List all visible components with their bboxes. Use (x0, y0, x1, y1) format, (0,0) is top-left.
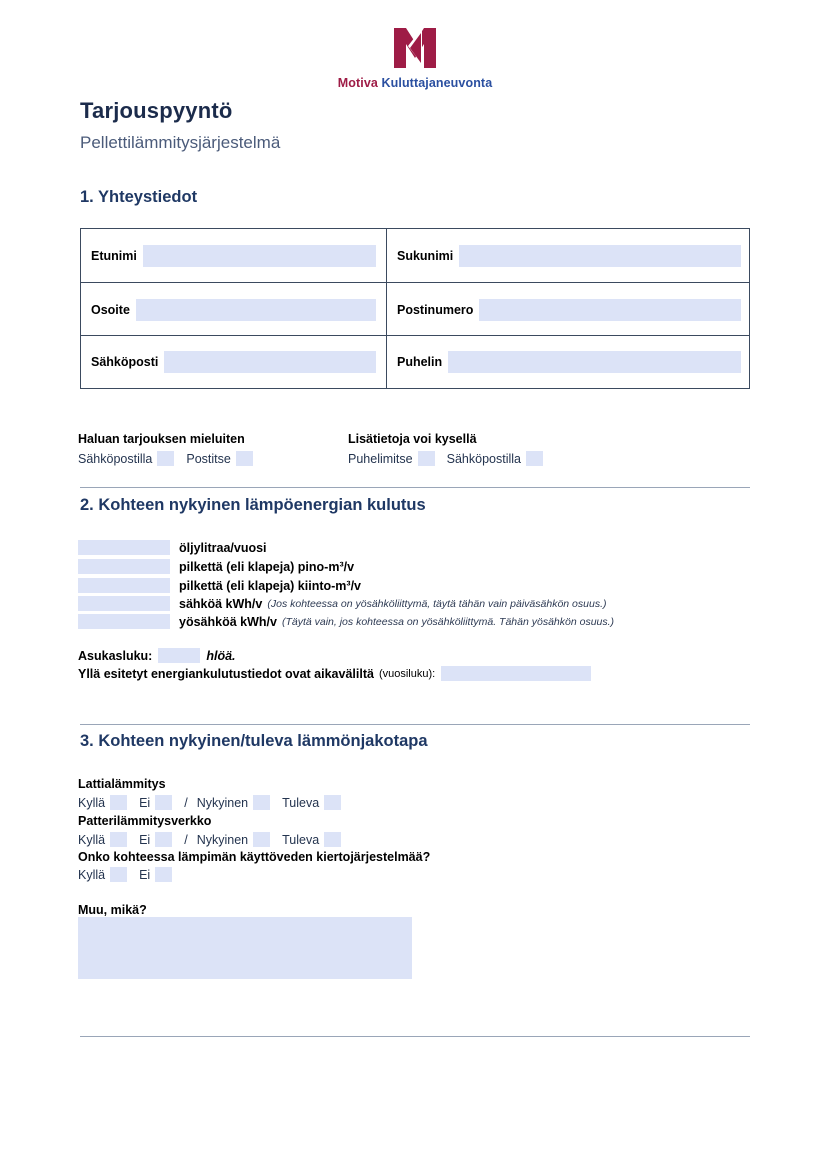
night-electricity-input[interactable] (78, 614, 170, 629)
floor-heating-separator: / (184, 795, 188, 810)
offer-option-checkbox-2[interactable] (236, 451, 253, 466)
floor-heating-checkbox-current[interactable] (253, 795, 270, 810)
offer-option-checkbox-1[interactable] (157, 451, 174, 466)
floor-heating-label-current: Nykyinen (196, 795, 249, 810)
floor-heating-checkbox-no[interactable] (155, 795, 172, 810)
contact-preference-options (348, 451, 543, 466)
radiator-checkbox-current[interactable] (253, 832, 270, 847)
contact-option-checkbox-1[interactable] (418, 451, 435, 466)
floor-heating-label-future: Tuleva (282, 795, 320, 810)
radiator-checkbox-no[interactable] (155, 832, 172, 847)
contact-preference-heading: Lisätietoja voi kysellä (348, 432, 477, 446)
period-input[interactable] (441, 666, 591, 681)
radiator-checkbox-yes[interactable] (110, 832, 127, 847)
floor-heating-heading: Lattialämmitys (78, 777, 166, 791)
radiator-label-future: Tuleva (282, 832, 320, 847)
offer-option-label-2: Postitse (186, 451, 231, 466)
residents-input[interactable] (158, 648, 200, 663)
postinumero-input[interactable] (479, 299, 741, 321)
field-postinumero (386, 283, 751, 336)
floor-heating-checkbox-future[interactable] (324, 795, 341, 810)
hot-water-label-yes: Kyllä (78, 867, 106, 882)
divider-footer (80, 1036, 750, 1037)
radiator-label-current: Nykyinen (196, 832, 249, 847)
logo-word-motiva: Motiva (337, 76, 382, 90)
electricity-label: sähköä kWh/v (179, 596, 263, 611)
table-row (81, 229, 749, 283)
motiva-logo (336, 18, 494, 92)
residents-label: Asukasluku: (78, 648, 153, 663)
electricity-note: (Jos kohteessa on yösähköliittymä, täytä tähän vain päiväsähkön osuus.) (267, 597, 607, 610)
field-label: Postinumero (397, 302, 474, 317)
radiator-options (78, 832, 341, 847)
residents-row (78, 648, 236, 663)
oil-input[interactable] (78, 540, 170, 555)
section-heading-1: 1. Yhteystiedot (80, 188, 198, 206)
wood-solid-input[interactable] (78, 578, 170, 593)
table-row (81, 282, 749, 336)
contact-option-label-2: Sähköpostilla (446, 451, 521, 466)
offer-option-label-1: Sähköpostilla (78, 451, 153, 466)
radiator-checkbox-future[interactable] (324, 832, 341, 847)
section-heading-3: 3. Kohteen nykyinen/tuleva lämmönjakotapa (80, 732, 428, 750)
page-title: Tarjouspyyntö (80, 98, 233, 123)
puhelin-input[interactable] (448, 351, 741, 373)
field-osoite (81, 283, 386, 336)
night-electricity-note: (Täytä vain, jos kohteessa on yösähköliittymä. Tähän yösähkön osuus.) (281, 615, 615, 628)
field-label: Osoite (91, 302, 130, 317)
page-subtitle: Pellettilämmitysjärjestelmä (80, 133, 281, 152)
floor-heating-label-no: Ei (139, 795, 151, 810)
wood-stacked-label: pilkettä (eli klapeja) pino-m³/v (179, 559, 355, 574)
floor-heating-options (78, 795, 341, 810)
field-label: Puhelin (397, 355, 443, 369)
field-label: Sukunimi (397, 249, 454, 263)
other-textarea[interactable] (78, 917, 412, 979)
other-heading: Muu, mikä? (78, 903, 147, 917)
consumption-row-electricity (78, 596, 606, 611)
radiator-heading: Patterilämmitysverkko (78, 814, 212, 828)
consumption-row-wood-solid (78, 578, 361, 593)
field-sukunimi (386, 229, 751, 283)
field-label: Sähköposti (91, 355, 159, 369)
contact-option-checkbox-2[interactable] (526, 451, 543, 466)
wood-stacked-input[interactable] (78, 559, 170, 574)
electricity-input[interactable] (78, 596, 170, 611)
hot-water-label-no: Ei (139, 867, 151, 882)
etunimi-input[interactable] (143, 245, 376, 267)
sukunimi-input[interactable] (459, 245, 741, 267)
radiator-label-no: Ei (139, 832, 151, 847)
consumption-row-night-electricity (78, 614, 614, 629)
hot-water-circulation-options (78, 867, 172, 882)
sahkoposti-input[interactable] (164, 351, 376, 373)
radiator-label-yes: Kyllä (78, 832, 106, 847)
period-row (78, 666, 591, 681)
contact-info-table (80, 228, 750, 389)
period-label: Yllä esitetyt energiankulutustiedot ovat aikaväliltä (78, 666, 374, 681)
night-electricity-label: yösähköä kWh/v (179, 614, 277, 629)
offer-preference-heading: Haluan tarjouksen mieluiten (78, 432, 245, 446)
residents-unit: hlöä. (206, 648, 236, 663)
hot-water-circulation-heading: Onko kohteessa lämpimän käyttöveden kiertojärjestelmää? (78, 850, 431, 864)
divider-section-2 (80, 487, 750, 488)
divider-section-3 (80, 724, 750, 725)
floor-heating-label-yes: Kyllä (78, 795, 106, 810)
table-row (81, 335, 749, 388)
offer-preference-options (78, 451, 253, 466)
field-sahkoposti (81, 336, 386, 388)
field-label: Etunimi (91, 249, 137, 263)
wood-solid-label: pilkettä (eli klapeja) kiinto-m³/v (179, 578, 361, 593)
radiator-separator: / (184, 832, 188, 847)
field-puhelin (386, 336, 751, 388)
field-etunimi (81, 229, 386, 283)
osoite-input[interactable] (136, 299, 376, 321)
logo-wordmark (336, 76, 494, 90)
period-hint: (vuosiluku): (378, 667, 436, 680)
hot-water-checkbox-yes[interactable] (110, 867, 127, 882)
contact-option-label-1: Puhelimitse (348, 451, 413, 466)
floor-heating-checkbox-yes[interactable] (110, 795, 127, 810)
hot-water-checkbox-no[interactable] (155, 867, 172, 882)
consumption-row-wood-stacked (78, 559, 354, 574)
section-heading-2: 2. Kohteen nykyinen lämpöenergian kulutus (80, 496, 426, 514)
consumption-row-oil (78, 540, 267, 555)
motiva-mark-icon (392, 24, 438, 72)
oil-label: öljylitraa/vuosi (179, 540, 267, 555)
logo-word-kuluttajaneuvonta: Kuluttajaneuvonta (381, 76, 493, 90)
